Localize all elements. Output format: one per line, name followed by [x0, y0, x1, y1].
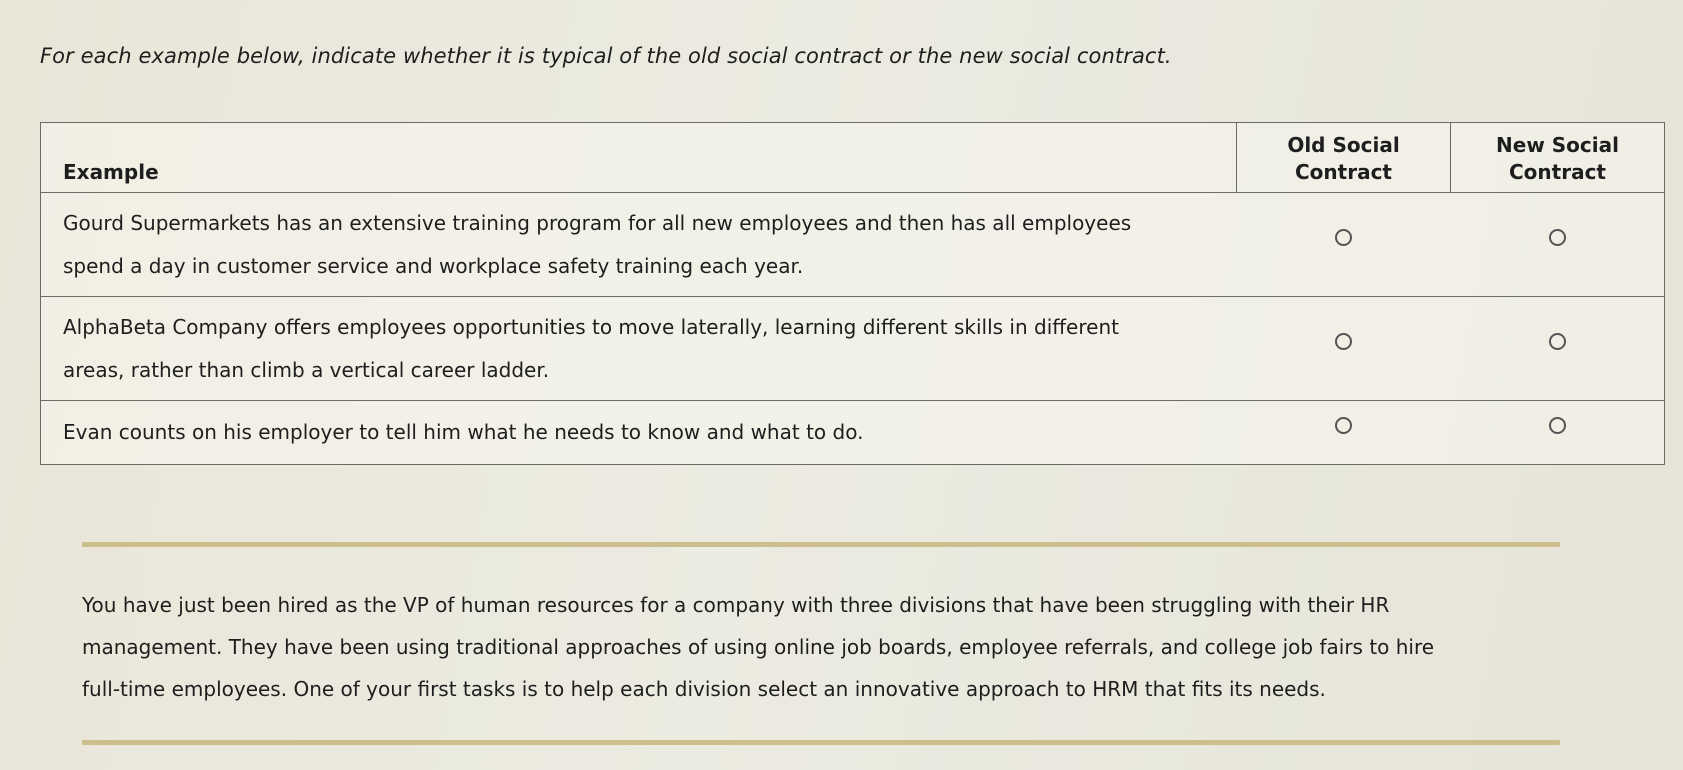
radio-new-social-contract[interactable] [1549, 417, 1566, 434]
example-text-line2: spend a day in customer service and workplace safety training each year. [63, 253, 804, 278]
scenario-line1: You have just been hired as the VP of human resources for a company with three divisions that have been struggling with their HR [82, 593, 1390, 617]
scenario-paragraph [82, 584, 1562, 710]
header-new-line1: New Social [1496, 133, 1619, 157]
example-text-line2: areas, rather than climb a vertical career ladder. [63, 357, 550, 382]
scenario-line2: management. They have been using traditional approaches of using online job boards, employee referrals, and college job fairs to hire [82, 635, 1435, 659]
example-text-line1: Evan counts on his employer to tell him what he needs to know and what to do. [63, 420, 864, 444]
header-new-social-contract [1451, 123, 1665, 193]
header-old-social-contract [1237, 123, 1451, 193]
header-old-line1: Old Social [1287, 133, 1400, 157]
old-contract-cell [1237, 193, 1451, 297]
scenario-line3: full-time employees. One of your first tasks is to help each division select an innovative approach to HRM that fits its needs. [82, 677, 1326, 701]
example-text-line1: Gourd Supermarkets has an extensive training program for all new employees and then has all employees [63, 210, 1132, 235]
radio-new-social-contract[interactable] [1549, 333, 1566, 350]
classification-table [40, 122, 1665, 465]
table-row [41, 193, 1665, 297]
new-contract-cell [1451, 297, 1665, 401]
radio-new-social-contract[interactable] [1549, 229, 1566, 246]
header-old-line2: Contract [1295, 160, 1392, 184]
new-contract-cell [1451, 401, 1665, 465]
table-row [41, 297, 1665, 401]
table-row [41, 401, 1665, 465]
radio-old-social-contract[interactable] [1335, 333, 1352, 350]
radio-old-social-contract[interactable] [1335, 229, 1352, 246]
new-contract-cell [1451, 193, 1665, 297]
table-header-row [41, 123, 1665, 193]
instructions-text: For each example below, indicate whether it is typical of the old social contract or the new social contract. [40, 44, 1172, 68]
section-divider-bottom [82, 740, 1560, 745]
example-cell [41, 297, 1237, 401]
example-cell [41, 193, 1237, 297]
section-divider-top [82, 542, 1560, 547]
header-new-line2: Contract [1509, 160, 1606, 184]
radio-old-social-contract[interactable] [1335, 417, 1352, 434]
example-cell [41, 401, 1237, 465]
old-contract-cell [1237, 401, 1451, 465]
example-text-line1: AlphaBeta Company offers employees opportunities to move laterally, learning different skills in different [63, 314, 1119, 339]
old-contract-cell [1237, 297, 1451, 401]
header-example: Example [41, 123, 1237, 193]
